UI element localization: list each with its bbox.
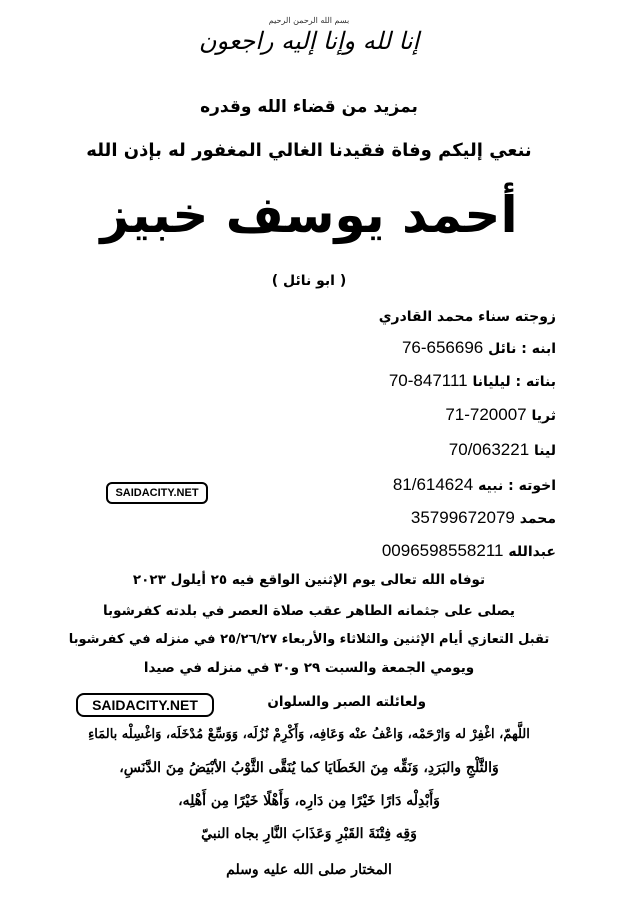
announcement-line: ويومي الجمعة والسبت ٢٩ و٣٠ في منزله في صيدا	[143, 660, 475, 676]
condolence-line: ولعائلته الصبر والسلوان	[267, 694, 426, 710]
brother-label: اخوته : نبيه	[478, 478, 556, 494]
deceased-name: أحمد يوسف خبيز	[100, 186, 518, 244]
announcement-line: توفاه الله تعالى يوم الإثنين الواقع فيه ٢٥ أيلول ٢٠٢٣	[132, 572, 486, 588]
daughter-line	[389, 371, 556, 391]
prayer-line: وَالثَّلْجِ والبَرَدِ، وَنَقِّه مِنَ الخَطَايَا كما يُنَقَّى الثَّوْبُ الأبْيَضُ مِنَ الدَّنَسِ،	[119, 760, 499, 776]
wife-line	[379, 309, 556, 325]
brother-line	[393, 475, 556, 495]
wife-label: زوجته سناء محمد القادري	[378, 309, 556, 325]
daughter-label: لينا	[534, 443, 556, 459]
brother-phone: 81/614624	[392, 475, 474, 494]
prayer-line: المختار صلى الله عليه وسلم	[226, 862, 392, 878]
brother-line	[382, 541, 556, 561]
brother-phone: 0096598558211	[381, 541, 504, 560]
intro-line-1: بمزيد من قضاء الله وقدره	[200, 97, 418, 117]
brother-label: عبدالله	[508, 544, 556, 560]
daughter-line	[445, 405, 556, 425]
brother-phone: 35799672079	[410, 508, 515, 527]
son-line	[402, 338, 556, 358]
deceased-nickname: ( ابو نائل )	[271, 273, 347, 289]
intro-line-2: ننعي إليكم وفاة فقيدنا الغالي المغفور له بإذن الله	[86, 140, 532, 161]
son-label: ابنه : نائل	[488, 341, 556, 357]
prayer-line: وَأَبْدِلْه دَارًا خَيْرًا مِن دَارِه، وَأَهْلًا خَيْرًا مِن أَهْلِه،	[178, 793, 440, 809]
brother-line	[411, 508, 556, 528]
prayer-line: اللَّهمّ، اغْفِرْ له وَارْحَمْه، وَاعْفُ عنْه وَعَافِه، وَأَكْرِمْ نُزُلَه، وَوَسِّعْ مُدْخَلَه، وَاغْسِلْه بالمَاءِ	[88, 727, 530, 742]
watermark-logo: SAIDACITY.NET	[106, 482, 208, 504]
daughter-phone: 70-847111	[388, 371, 468, 390]
daughter-line	[449, 440, 556, 460]
daughter-label: ثريا	[531, 408, 556, 424]
daughter-phone: 71-720007	[445, 405, 527, 424]
daughter-phone: 70/063221	[448, 440, 530, 459]
son-phone: 76-656696	[401, 338, 484, 357]
quran-verse-calligraphy: إنا لله وإنا إليه راجعون	[198, 27, 420, 55]
brother-label: محمد	[519, 511, 556, 527]
daughter-label: بناته : ليليانا	[472, 374, 556, 390]
watermark-logo: SAIDACITY.NET	[76, 693, 214, 717]
prayer-line: وَقِه فِتْنَةَ القَبْرِ وَعَذَابَ النَّارِ بجاه النبيّ	[201, 826, 417, 842]
basmala: بسم الله الرحمن الرحيم	[268, 16, 350, 25]
announcement-line: تقبل التعازي أيام الإثنين والثلاثاء والأربعاء ٢٥/٢٦/٢٧ في منزله في كفرشوبا	[68, 632, 550, 647]
announcement-line: يصلى على جثمانه الطاهر عقب صلاة العصر في بلدته كفرشوبا	[102, 603, 515, 619]
